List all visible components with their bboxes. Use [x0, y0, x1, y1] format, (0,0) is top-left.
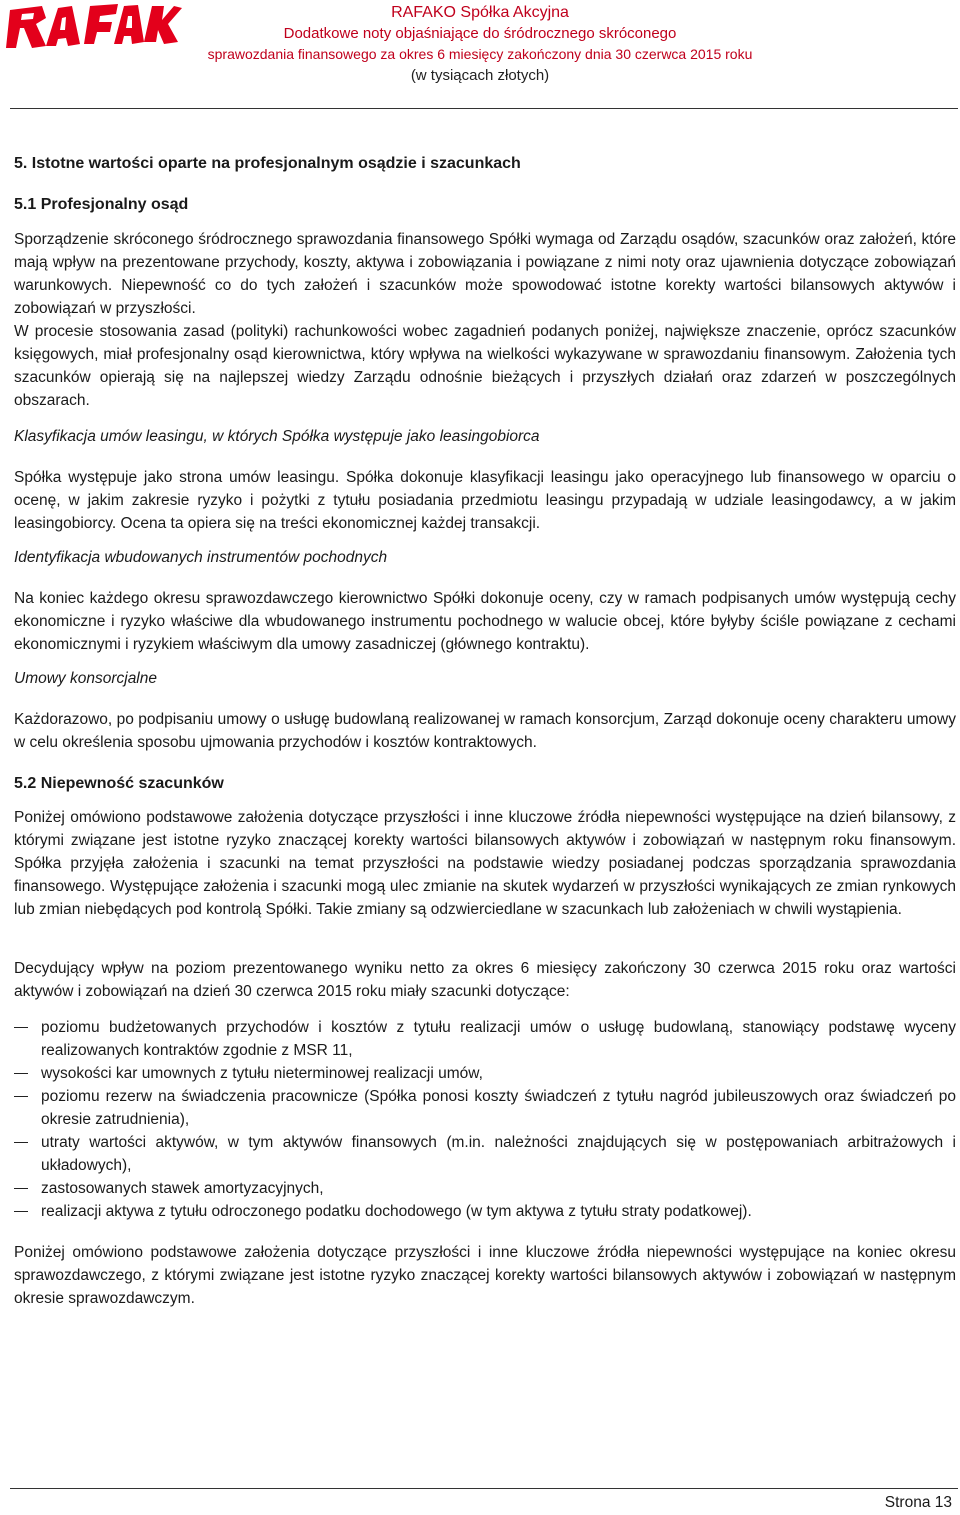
header-divider [10, 108, 958, 109]
list-item: utraty wartości aktywów, w tym aktywów finansowych (m.in. należności znajdujących się w postępowaniach arbitrażowych i układowych), [14, 1131, 956, 1177]
s52-paragraph-1: Poniżej omówiono podstawowe założenia dotyczące przyszłości i inne kluczowe źródła niepewności występujące na dzień bilansowy, z którymi związane jest istotne ryzyko znaczącej korekty wartości bilansowych aktywów i zobowiązań w następnym roku finansowym. Spółka przyjęła założenia i szacunki na temat przyszłości na podstawie wiedzy posiadanej podczas sporządzania sprawozdania finansowego. Występujące założenia i szacunki mogą ulec zmianie na skutek wydarzeń w przyszłości wynikających ze zmian rynkowych lub zmian niebędących pod kontrolą Spółki. Takie zmiany są odzwierciedlane w szacunkach lub założeniach w chwili wystąpienia. [14, 809, 956, 918]
page-header [0, 0, 960, 110]
report-subtitle-2: sprawozdania finansowego za okres 6 miesięcy zakończony dnia 30 czerwca 2015 roku [207, 46, 753, 62]
s52-paragraph-3: Poniżej omówiono podstawowe założenia dotyczące przyszłości i inne kluczowe źródła niepewności występujące na koniec okresu sprawozdawczego, z którymi związane jest istotne ryzyko znaczącej korekty wartości bilansowych aktywów i zobowiązań w następnym okresie sprawozdawczym. [14, 1244, 956, 1307]
rafako-logo [6, 2, 182, 52]
report-subtitle-1: Dodatkowe noty objaśniające do śródrocznego skróconego [283, 25, 677, 42]
s51-paragraph-2: W procesie stosowania zasad (polityki) rachunkowości wobec zagadnień podanych poniżej, największe znaczenie, oprócz szacunków księgowych, miał profesjonalny osąd kierownictwa, który wpływa na wielkości wykazywane w sprawozdaniu finansowym. Założenia tych szacunków opierają się na najlepszej wiedzy Zarządu odnośnie bieżących i przyszłych działań oraz zdarzeń w poszczególnych obszarach. [14, 323, 956, 409]
list-item: realizacji aktywa z tytułu odroczonego podatku dochodowego (w tym aktywa z tytułu straty podatkowej). [14, 1200, 956, 1223]
currency-note: (w tysiącach złotych) [410, 67, 550, 84]
s51-subheading-leasing: Klasyfikacja umów leasingu, w których Spółka występuje jako leasingobiorca [14, 428, 540, 445]
list-item: poziomu budżetowanych przychodów i kosztów z tytułu realizacji umów o usługę budowlaną, stanowiący podstawę wyceny realizowanych kontraktów zgodnie z MSR 11, [14, 1016, 956, 1062]
list-item: wysokości kar umownych z tytułu nieterminowej realizacji umów, [14, 1062, 956, 1085]
company-name: RAFAKO Spółka Akcyjna [391, 4, 569, 21]
s51-paragraph-3: Spółka występuje jako strona umów leasingu. Spółka dokonuje klasyfikacji leasingu jako operacyjnego lub finansowego w oparciu o ocenę, w jakim zakresie ryzyko i pożytki z tytułu posiadania przedmiotu leasingu przypadają w udziale leasingodawcy, a w jakim leasingobiorcy. Ocena ta opiera się na treści ekonomicznej każdej transakcji. [14, 469, 956, 532]
s52-paragraph-2: Decydujący wpływ na poziom prezentowanego wyniku netto za okres 6 miesięcy zakończony 30 czerwca 2015 roku oraz wartości aktywów i zobowiązań na dzień 30 czerwca 2015 roku miały szacunki dotyczące: [14, 960, 956, 1000]
s51-subheading-consortium: Umowy konsorcjalne [14, 670, 157, 687]
s51-subheading-derivatives: Identyfikacja wbudowanych instrumentów pochodnych [14, 549, 388, 566]
s51-paragraph-5: Każdorazowo, po podpisaniu umowy o usługę budowlaną realizowanej w ramach konsorcjum, Zarząd dokonuje oceny charakteru umowy w celu określenia sposobu ujmowania przychodów i kosztów kontraktowych. [14, 711, 956, 751]
estimates-list [14, 1016, 956, 1223]
header-text [180, 2, 780, 86]
list-item: poziomu rezerw na świadczenia pracownicze (Spółka ponosi koszty świadczeń z tytułu nagród jubileuszowych oraz świadczeń po okresie zatrudnienia), [14, 1085, 956, 1131]
page-number: Strona 13 [884, 1494, 952, 1511]
s51-paragraph-4: Na koniec każdego okresu sprawozdawczego kierownictwo Spółki dokonuje oceny, czy w ramach podpisanych umów występują cechy ekonomiczne i ryzyko właściwe dla wbudowanego instrumentu pochodnego w walucie obcej, które byłyby ściśle powiązane z cechami ekonomicznymi i ryzykiem właściwym dla umowy zasadniczej (głównego kontraktu). [14, 590, 956, 653]
s51-paragraph-1: Sporządzenie skróconego śródrocznego sprawozdania finansowego Spółki wymaga od Zarządu osądów, szacunków oraz założeń, które mają wpływ na prezentowane przychody, koszty, aktywa i zobowiązania i powiązane z nimi noty oraz ujawnienia dotyczące zobowiązań warunkowych. Niepewność co do tych założeń i szacunków może spowodować istotne korekty wartości bilansowych aktywów i zobowiązań w przyszłości. [14, 231, 956, 317]
subsection-5-2-title: 5.2 Niepewność szacunków [14, 775, 224, 792]
list-item: zastosowanych stawek amortyzacyjnych, [14, 1177, 956, 1200]
footer-divider [10, 1488, 958, 1489]
subsection-5-1-title: 5.1 Profesjonalny osąd [14, 196, 189, 213]
section-title: 5. Istotne wartości oparte na profesjonalnym osądzie i szacunkach [14, 155, 521, 172]
